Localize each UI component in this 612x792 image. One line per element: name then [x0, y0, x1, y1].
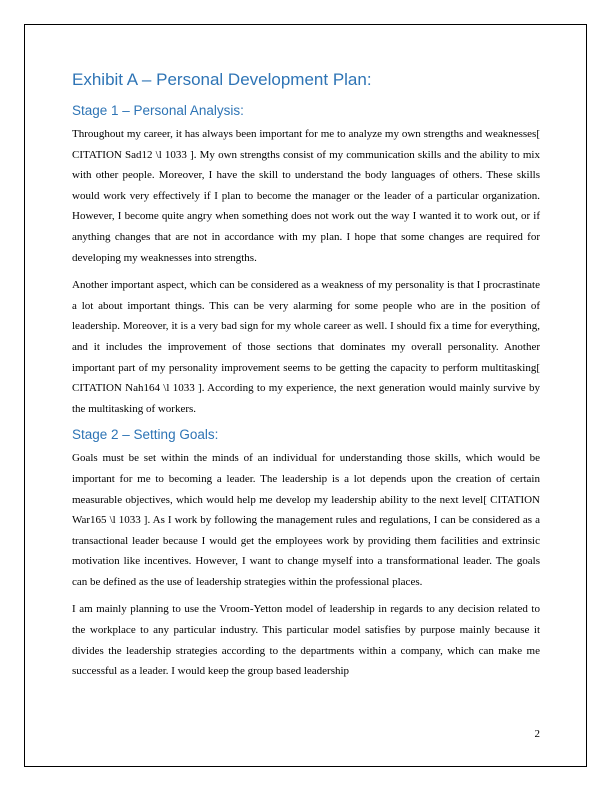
stage-1-paragraph-2: Another important aspect, which can be considered as a weakness of my personality is that I procrastinate a lot about important things. This can be very alarming for some people who are in the position of leadership. Moreover, it is a very bad sign for my whole career as well. I should fix a time for everything, and it includes the improvement of those sections that dominates my overall personality. Another important part of my personality improvement seems to be getting the capacity to perform multitasking[ CITATION Nah164 \l 1033 ]. According to my experience, the next generation would mainly survive by the multitasking of workers.	[72, 279, 540, 415]
stage-2-paragraph-1: Goals must be set within the minds of an individual for understanding those skills, which would be important for me to becoming a leader. The leadership is a lot depends upon the creation of certain measurable objectives, which would help me develop my leadership ability to the next level[ CITATION War165 \l 1033 ]. As I work by following the management rules and regulations, I can be considered as a transactional leader because I would get the employees work by providing them facilities and extrinsic motivation like incentives. However, I want to change myself into a transformational leader. The goals can be defined as the use of leadership strategies within the professional places.	[72, 452, 540, 588]
document-body	[72, 68, 540, 689]
stage-1-paragraph-1: Throughout my career, it has always been important for me to analyze my own strengths and weaknesses[ CITATION Sad12 \l 1033 ]. My own strengths consist of my communication skills and the ability to mix with other people. Moreover, I have the skill to understand the body languages of others. These skills would work very effectively if I plan to become the manager or the leader of a particular organization. However, I become quite angry when something does not work out the way I wanted it to work out, or if anything changes that are not in accordance with my plan. I hope that some changes are required for developing my weaknesses into strengths.	[72, 128, 540, 264]
stage-1-heading: Stage 1 – Personal Analysis:	[72, 103, 244, 118]
page-number: 2	[534, 728, 540, 740]
exhibit-title: Exhibit A – Personal Development Plan:	[72, 70, 372, 89]
stage-2-heading: Stage 2 – Setting Goals:	[72, 427, 219, 443]
stage-2-paragraph-2: I am mainly planning to use the Vroom-Yetton model of leadership in regards to any decision related to the workplace to any particular industry. This particular model satisfies by purpose mainly because it divides the leadership strategies according to the departments within a company, which can make me successful as a leader. I would keep the group based leadership	[72, 603, 540, 678]
